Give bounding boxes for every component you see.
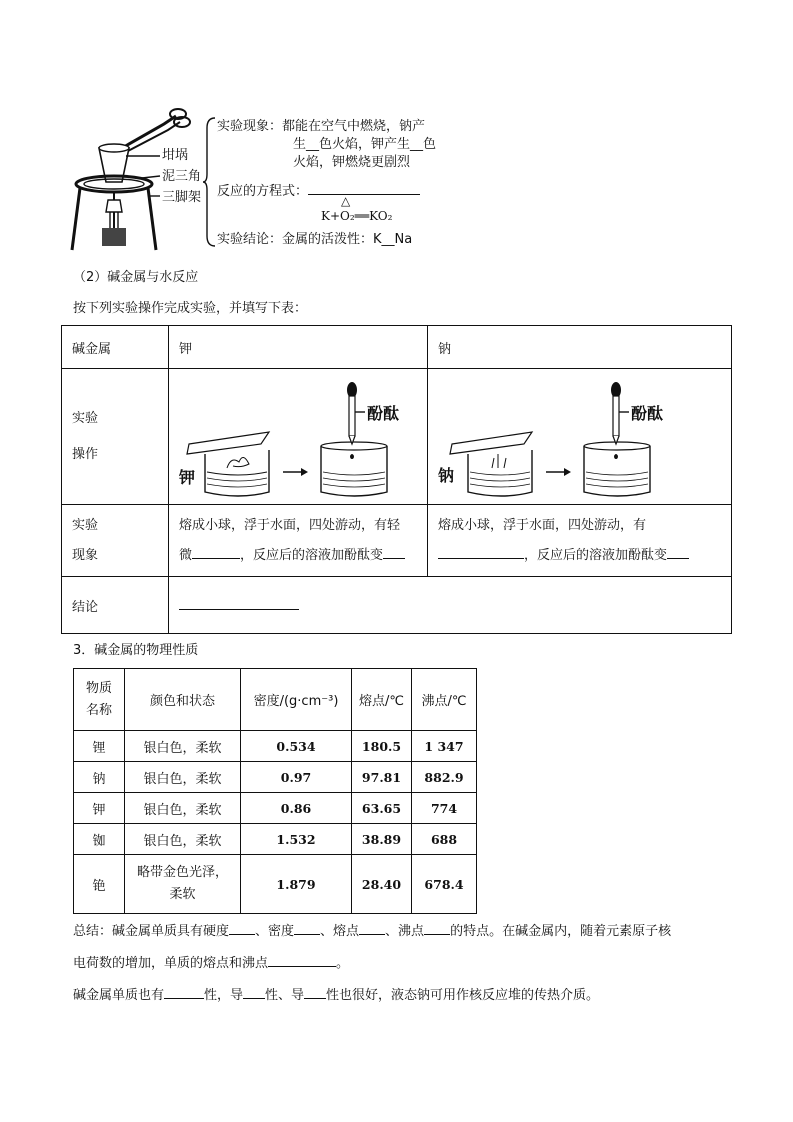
t1-conclusion-cell bbox=[169, 577, 732, 634]
conclusion-note: 实验结论：金属的活泼性：K__Na bbox=[217, 232, 413, 247]
t2-mp: 180.5 bbox=[352, 731, 412, 762]
section2-instruction: 按下列实验操作完成实验，并填写下表： bbox=[73, 301, 308, 316]
t2-name: 铷 bbox=[74, 824, 125, 855]
na-phenomenon-2b: ，反应后的溶液加酚酞变 bbox=[524, 547, 668, 563]
t1-phenomenon-label-1: 实验 bbox=[72, 517, 99, 533]
t2-bp: 882.9 bbox=[412, 762, 477, 793]
t2-bp: 1 347 bbox=[412, 731, 477, 762]
t2-state: 银白色，柔软 bbox=[125, 762, 241, 793]
summary-p1-c: 、熔点 bbox=[320, 924, 360, 939]
na-phenomenon-1: 熔成小球，浮于水面，四处游动，有 bbox=[438, 517, 647, 533]
t1-na-operation-diagram bbox=[428, 369, 732, 505]
t2-header-state: 颜色和状态 bbox=[125, 669, 241, 731]
na-water-diagram bbox=[428, 372, 728, 502]
k-blank-2 bbox=[383, 546, 405, 559]
t2-state: 银白色，柔软 bbox=[125, 731, 241, 762]
t2-density: 0.86 bbox=[241, 793, 352, 824]
t1-conclusion-label: 结论 bbox=[62, 577, 169, 634]
figure-label-clay-triangle: 泥三角 bbox=[162, 169, 202, 184]
t2-name: 铯 bbox=[74, 855, 125, 914]
t2-header-name-2: 名称 bbox=[85, 702, 112, 718]
blank-ductility bbox=[164, 986, 204, 999]
t1-phenomenon-label-2: 现象 bbox=[72, 547, 99, 563]
brace-bracket bbox=[203, 116, 217, 248]
t2-header-name bbox=[74, 669, 125, 731]
t2-mp: 63.65 bbox=[352, 793, 412, 824]
t2-header-name-1: 物质 bbox=[85, 680, 112, 696]
t1-header-k: 钾 bbox=[169, 326, 428, 369]
summary-p1-a: 总结：碱金属单质具有硬度 bbox=[73, 924, 230, 939]
t2-state: 银白色，柔软 bbox=[125, 793, 241, 824]
table-row bbox=[74, 762, 477, 793]
k-phenomenon-2a: 微 bbox=[179, 547, 193, 563]
conclusion-blank bbox=[179, 597, 299, 610]
k-blank-1 bbox=[192, 546, 240, 559]
t2-bp: 678.4 bbox=[412, 855, 477, 914]
figure-label-tripod: 三脚架 bbox=[162, 190, 202, 205]
section2-heading: （2）碱金属与水反应 bbox=[73, 270, 199, 285]
summary-p1-e: 的特点。在碱金属内，随着元素原子核 bbox=[450, 924, 672, 939]
t2-header-bp: 沸点/℃ bbox=[412, 669, 477, 731]
t2-state: 银白色，柔软 bbox=[125, 824, 241, 855]
physical-properties-table bbox=[73, 668, 477, 914]
t1-header-metal: 碱金属 bbox=[62, 326, 169, 369]
summary-p3-c: 性、导 bbox=[265, 988, 305, 1003]
equation-blank bbox=[308, 182, 420, 195]
summary-p1-b: 、密度 bbox=[255, 924, 295, 939]
blank-conduct-2 bbox=[304, 986, 326, 999]
t2-mp: 38.89 bbox=[352, 824, 412, 855]
t1-k-phenomenon bbox=[169, 505, 428, 577]
blank-bp bbox=[424, 922, 450, 935]
t1-operation-label-2: 操作 bbox=[72, 446, 99, 462]
phenomenon-line-3: 火焰，钾燃烧更剧烈 bbox=[293, 155, 411, 170]
k-water-diagram bbox=[169, 372, 427, 502]
na-metal-label: 钠 bbox=[438, 466, 455, 485]
na-blank-1 bbox=[438, 546, 524, 559]
t1-k-operation-diagram bbox=[169, 369, 428, 505]
k-phenomenon-2b: ，反应后的溶液加酚酞变 bbox=[240, 547, 384, 563]
t1-phenomenon-label bbox=[62, 505, 169, 577]
t2-bp: 688 bbox=[412, 824, 477, 855]
equation-condition: △ bbox=[341, 194, 351, 208]
t2-state bbox=[125, 855, 241, 914]
t1-header-na: 钠 bbox=[428, 326, 732, 369]
t2-state-1: 略带金色光泽， bbox=[136, 865, 228, 880]
t2-density: 1.879 bbox=[241, 855, 352, 914]
t2-mp: 97.81 bbox=[352, 762, 412, 793]
phenomenon-line-1: 实验现象：都能在空气中燃烧，钠产 bbox=[217, 119, 426, 134]
blank-conduct-1 bbox=[243, 986, 265, 999]
k-phenomenon-1: 熔成小球，浮于水面，四处游动，有轻 bbox=[179, 517, 401, 533]
equation-label-text: 反应的方程式： bbox=[217, 184, 309, 199]
na-blank-2 bbox=[667, 546, 689, 559]
blank-mp bbox=[359, 922, 385, 935]
t2-mp: 28.40 bbox=[352, 855, 412, 914]
table-row bbox=[74, 731, 477, 762]
t2-bp: 774 bbox=[412, 793, 477, 824]
blank-trend bbox=[268, 954, 336, 967]
t2-header-mp: 熔点/℃ bbox=[352, 669, 412, 731]
figure-label-crucible: 坩埚 bbox=[162, 148, 189, 163]
t2-density: 1.532 bbox=[241, 824, 352, 855]
summary-p3-b: 性，导 bbox=[204, 988, 244, 1003]
t2-name: 钠 bbox=[74, 762, 125, 793]
summary-p3-d: 性也很好，液态钠可用作核反应堆的传热介质。 bbox=[326, 988, 600, 1003]
alkali-water-table bbox=[61, 325, 732, 634]
table-row bbox=[74, 793, 477, 824]
t2-name: 钾 bbox=[74, 793, 125, 824]
summary-line-3 bbox=[73, 986, 599, 1006]
t1-operation-label-1: 实验 bbox=[72, 410, 99, 426]
k-reagent-label: 酚酞 bbox=[367, 404, 400, 423]
table-row bbox=[74, 855, 477, 914]
section3-heading: 3．碱金属的物理性质 bbox=[73, 643, 199, 658]
t2-name: 锂 bbox=[74, 731, 125, 762]
summary-line-1 bbox=[73, 922, 671, 942]
t2-density: 0.97 bbox=[241, 762, 352, 793]
t1-na-phenomenon bbox=[428, 505, 732, 577]
t2-state-2: 柔软 bbox=[169, 887, 196, 902]
summary-p2-a: 电荷数的增加，单质的熔点和沸点 bbox=[73, 956, 269, 971]
summary-p2-b: 。 bbox=[336, 956, 350, 971]
summary-p1-d: 、沸点 bbox=[385, 924, 425, 939]
blank-density bbox=[294, 922, 320, 935]
t2-header-density: 密度/(g·cm⁻³) bbox=[241, 669, 352, 731]
equation-text: K+O₂══KO₂ bbox=[321, 209, 393, 223]
t1-operation-label bbox=[62, 369, 169, 505]
table-row bbox=[74, 824, 477, 855]
summary-p3-a: 碱金属单质也有 bbox=[73, 988, 165, 1003]
t2-density: 0.534 bbox=[241, 731, 352, 762]
na-reagent-label: 酚酞 bbox=[631, 404, 664, 423]
summary-line-2 bbox=[73, 954, 349, 974]
equation-label bbox=[217, 181, 420, 202]
blank-hardness bbox=[229, 922, 255, 935]
k-metal-label: 钾 bbox=[179, 468, 196, 487]
phenomenon-line-2: 生__色火焰，钾产生__色 bbox=[293, 137, 437, 152]
